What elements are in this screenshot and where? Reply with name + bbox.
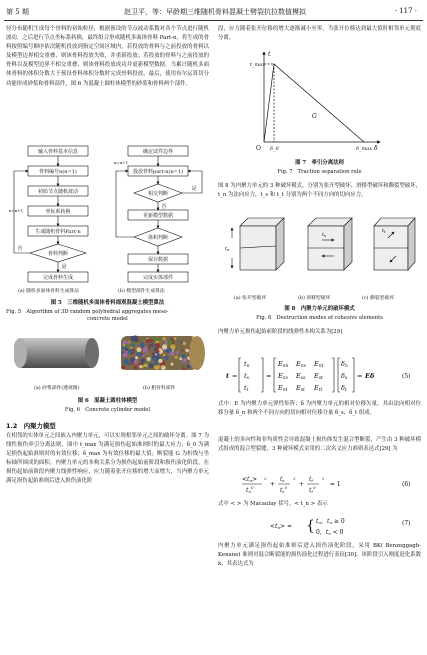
fig8-caption-en: Fig. 8 Destruction modes of cohesive elements xyxy=(256,315,383,321)
svg-text:tt0: $tt^0$ xyxy=(309,485,316,494)
flowB-vol: 体积判断 xyxy=(147,235,169,241)
equation-6 xyxy=(240,470,390,498)
svg-text:Ett: Ett xyxy=(314,384,323,393)
fig6-caption: 图 6 混凝土圆柱体模型 xyxy=(77,398,138,404)
figure-6-aggregate-cylinder xyxy=(115,326,207,380)
svg-text:Eδ: Eδ xyxy=(365,372,375,380)
svg-text:Ent: Ent xyxy=(314,360,324,369)
figure-7-traction-separation xyxy=(250,46,390,154)
svg-text:Ens: Ens xyxy=(296,360,306,369)
right-paragraph-3: 内聚力单元损伤起始前阶段的线弹性本构关系为[29] xyxy=(218,329,343,335)
flowB-start: 确定试件边界 xyxy=(142,149,174,155)
svg-text:tn: tn xyxy=(244,360,250,369)
equation-7 xyxy=(270,512,380,540)
fig8-sub-a: (a) 张开型破坏 xyxy=(234,296,267,301)
fig8-sub-b: (b) 滑移型破坏 xyxy=(298,296,331,301)
svg-text:Est: Est xyxy=(314,372,323,381)
svg-text:tn0: $tn^0$ xyxy=(246,485,254,494)
issue-number: 第 5 期 xyxy=(6,8,29,16)
svg-text:tt: tt xyxy=(244,384,249,393)
svg-text:ts: ts xyxy=(280,476,285,483)
fig5-caption-en-2: concrete model xyxy=(87,316,128,322)
fig6-caption-en: Fig. 6 Concrete cylinder model xyxy=(64,407,151,413)
fig8-tn: $t_n$ xyxy=(225,246,230,252)
svg-text:<tn>: <tn> xyxy=(242,476,258,483)
left-paragraph-2: 在相邻的实体单元之间嵌入内聚力单元，可以实现相邻单元之间的破坏分离。图 7 为线性损伤牵引分离法则，图中 t_max 为满足损伤起始准则时的最大应力；δ_0 为满足损伤起始准则时的有效位移；δ_max 为有效位移的最大值；断裂能 G 为折线与坐标轴所围成的面积。内聚力单元的本构关系分为损伤起始前阶段和损伤演化阶段。在损伤起始前阶段内聚力线弹性响应，应力随着张开位移的增大而增大，当内聚力单元满足损伤起始准则后进入损伤演化阶 xyxy=(6,433,209,485)
svg-text:ts0: $ts^0$ xyxy=(280,485,288,494)
flowA-done: 完成骨料生成 xyxy=(42,275,74,281)
right-paragraph-6: 式中 < > 为 Macaulay 括号，< t_n > 表示 xyxy=(218,501,328,507)
right-paragraph-7: 内聚力单元满足损伤起始准则后进入损伤演化阶段，采用 BK( Benzeggagh-Kenane) 准则对混合断裂能的损伤演化过程进行表征[30]。该阶段引入刚度退化系数 k，其表达式为 xyxy=(218,543,421,568)
svg-text:<tn> =: <tn> = xyxy=(270,523,292,530)
svg-text:2: 2 xyxy=(293,476,296,481)
flowA-part: 生成随机骨料Part-n xyxy=(35,229,81,235)
svg-text:+: + xyxy=(270,481,276,488)
svg-text:tn，tn ≥ 0: tn，tn ≥ 0 xyxy=(316,518,345,525)
right-paragraph-5: 混凝土的多向性和非均质性会导致混凝土损伤体发生混合型断裂，产生由 3 种破坏模式组成的混合型裂缝，3 种破坏模式采用的二次名义应力准则表达式[29] 为 xyxy=(218,437,421,453)
fig7-y-label: t xyxy=(268,51,271,58)
flowA-node: 初始节点随机波动 xyxy=(37,189,79,195)
left-paragraph-1: 径分布随机生成每个骨料的初始粒径，根据预设的节点波动系数对各个节点进行随机波动，之后进行节点坐标系转换，最终组合形成随机多面体骨料 Part-n。将生成的骨料按照编号顺序依次随机投放到指定空间区域内，若投放的骨料与之前投放的骨料以及模型边界相交重叠，则该骨料投放失败，并重新投放；若投放的骨料与之前投放的骨料以及模型边界不相交重叠，则该骨料投放成功并更新模型数据。当累计随机多面体骨料的体积分数大于预设骨料体积分数时完成骨料投放，最后，使用布尔运算切分功能形成砂浆和骨料部件，图 6 为混凝土圆柱体模型的砂浆和骨料两个部件。 xyxy=(6,26,209,87)
fig8-sub-c: (c) 撕裂型破坏 xyxy=(362,296,394,301)
svg-text:2: 2 xyxy=(264,476,267,481)
fig7-caption: 图 7 牵引分离法则 xyxy=(295,160,344,166)
fig5-caption: 图 5 三维随机多面体骨料细观混凝土模型算法 xyxy=(50,300,165,306)
header-rule xyxy=(4,20,423,21)
right-paragraph-4: 式中：E 为内聚力单元弹性矩阵；δ 为内聚力单元的相对位移矢量，其由法向相对位移分量 δ_n 和两个不同方向的切向相对位移分量 δ_s、δ_t 组成。 xyxy=(218,401,421,417)
eq5-number: (5) xyxy=(402,373,411,380)
eq7-number: (7) xyxy=(402,520,411,527)
svg-text:Ent: Ent xyxy=(278,384,288,393)
flowB-yes: 是 xyxy=(191,186,197,192)
svg-text:=: = xyxy=(232,372,238,380)
svg-text:= 1: = 1 xyxy=(330,481,341,488)
equation-5 xyxy=(226,352,421,398)
fig7-tmax: t_max xyxy=(250,62,266,68)
svg-text:+: + xyxy=(299,481,305,488)
flowB-save: 保存数据 xyxy=(147,257,169,263)
svg-text:Est: Est xyxy=(296,384,305,393)
svg-text:ts: ts xyxy=(244,372,249,381)
svg-text:δt: δt xyxy=(341,384,347,393)
flowB-loop: n=n+1 xyxy=(113,160,129,165)
fig8-tt: $t_t$ xyxy=(382,228,386,234)
svg-text:=: = xyxy=(266,372,272,380)
flowA-start: 输入骨料基本信息 xyxy=(37,149,79,155)
svg-text:Ens: Ens xyxy=(278,372,288,381)
fig6-sub-a: (a) 砂浆部件(透视图) xyxy=(34,386,80,391)
flowA-no: 否 xyxy=(17,246,23,252)
flowA-coord: 坐标系转换 xyxy=(45,209,71,215)
fig5-caption-en-1: Fig. 5 Algorithm of 3D random polyhedral aggregates meso- xyxy=(6,309,169,315)
eq6-number: (6) xyxy=(402,481,411,488)
fig8-ts: $t_s$ xyxy=(322,232,327,238)
flowB-cross: 相交判断 xyxy=(147,191,169,197)
svg-text:2: 2 xyxy=(322,476,325,481)
flowA-loop: n=n+1 xyxy=(8,208,24,213)
flowB-done: 完成实体部件 xyxy=(142,275,174,281)
svg-text:{: { xyxy=(306,518,315,534)
fig5-sub-a: (a) 随机多面体骨料生成算法 xyxy=(18,289,79,294)
figure-6-mortar-cylinder xyxy=(14,328,102,378)
flowA-judge: 骨料判断 xyxy=(47,251,69,257)
flowA-yes: 是 xyxy=(61,264,67,270)
svg-text:δs: δs xyxy=(341,372,348,381)
flowB-no: 否 xyxy=(161,204,167,210)
svg-text:t: t xyxy=(226,372,230,380)
fig7-origin: O xyxy=(256,145,261,152)
section-heading-1-2: 1.2 内聚力模型 xyxy=(6,422,56,430)
svg-text:δn: δn xyxy=(341,360,348,369)
page-number: · 117 · xyxy=(394,7,417,15)
flowB-place: 投放骨料part-n(n=1) xyxy=(133,169,183,175)
svg-text:Enn: Enn xyxy=(278,360,289,369)
running-title: 赵卫平，等：早龄期三维随机骨料混凝土劈裂抗拉数值模拟 xyxy=(124,8,306,16)
fig7-delta0: δ_0 xyxy=(270,146,279,152)
flowB-update: 更新模型数据 xyxy=(142,213,174,219)
figure-8-destruction-modes xyxy=(222,212,417,290)
svg-text:0，tn < 0: 0，tn < 0 xyxy=(316,529,344,536)
right-paragraph-1: 段，应力随着张开位移的增大逐渐减小至零，当张开位移达到最大值时相邻单元彻底分离。 xyxy=(218,26,421,42)
fig7-x-label: δ xyxy=(374,145,378,152)
right-paragraph-2: 图 8 为内聚力单元的 3 种破坏模式，分别为张开型破坏、滑移型破坏和撕裂型破坏，t_n 为法向应力，t_s 和 t_t 分别为两个不同方向的切向应力。 xyxy=(218,183,421,199)
fig6-sub-b: (b) 粗骨料部件 xyxy=(143,386,176,391)
fig7-caption-en: Fig. 7 Traction separation rule xyxy=(277,169,362,175)
fig5-sub-b: (b) 模型部件生成算法 xyxy=(118,289,165,294)
fig7-fracture-energy: G xyxy=(312,113,317,120)
fig8-caption: 图 8 内聚力单元的破坏模式 xyxy=(284,306,355,312)
svg-text:=: = xyxy=(357,372,363,380)
svg-text:Ess: Ess xyxy=(296,372,306,381)
fig7-deltamax: δ_max xyxy=(356,146,373,152)
svg-text:tt: tt xyxy=(309,476,314,483)
flowA-gen: 骨料编号n(n=1) xyxy=(39,169,77,175)
